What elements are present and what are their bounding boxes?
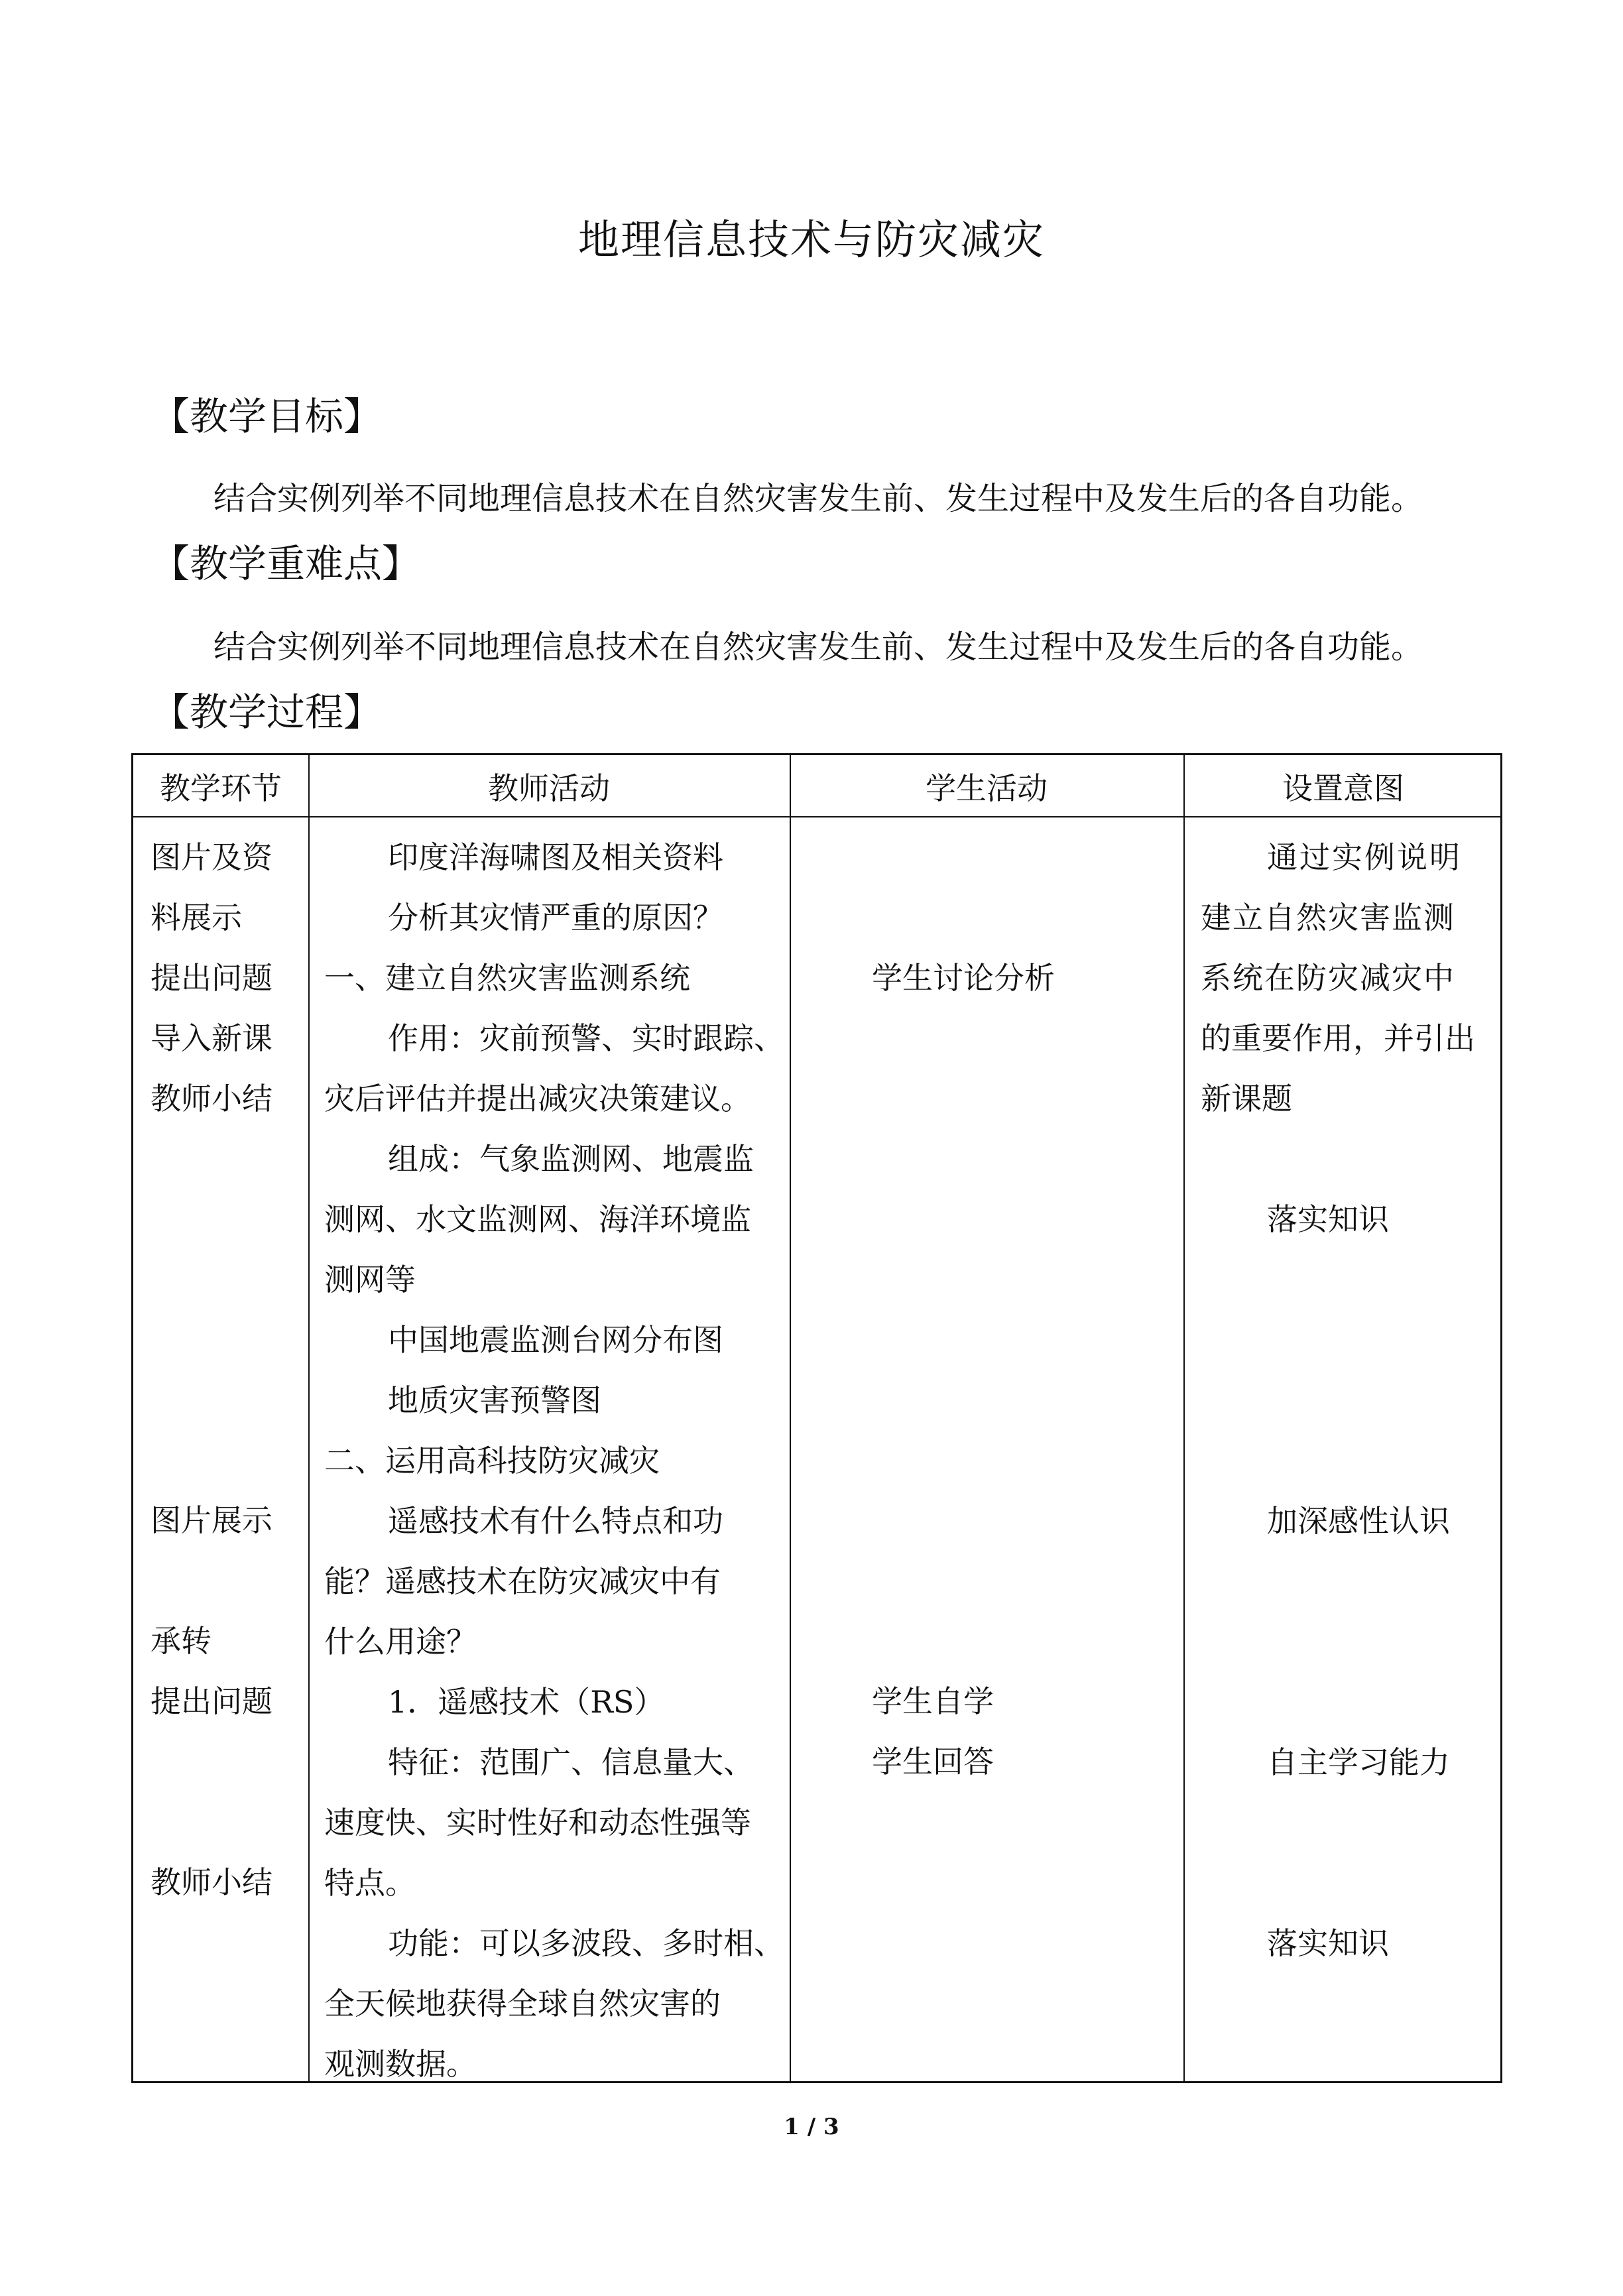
teacher-line: 二、运用高科技防灾减灾 (324, 1443, 660, 1479)
teacher-line: 速度快、实时性好和动态性强等 (324, 1805, 751, 1841)
column-divider (790, 755, 791, 2081)
teacher-line: 灾后评估并提出减灾决策建议。 (324, 1081, 751, 1117)
teacher-line: 测网等 (324, 1262, 416, 1298)
purpose-line: 自主学习能力 (1267, 1744, 1450, 1780)
stage-line: 承转 (150, 1623, 211, 1659)
teacher-line: 什么用途？ (324, 1624, 477, 1660)
key-points-text: 结合实例列举不同地理信息技术在自然灾害发生前、发生过程中及发生后的各自功能。 (213, 629, 1423, 666)
teacher-line: 1．遥感技术（RS） (388, 1684, 665, 1720)
student-line: 学生自学 (872, 1683, 994, 1719)
student-line: 学生回答 (872, 1744, 994, 1780)
header-student-activity: 学生活动 (926, 770, 1048, 806)
teacher-line: 能？遥感技术在防灾减灾中有 (324, 1563, 721, 1599)
teacher-line: 测网、水文监测网、海洋环境监 (324, 1201, 751, 1237)
stage-line: 教师小结 (150, 1081, 272, 1117)
stage-line: 料展示 (150, 900, 242, 936)
stage-line: 提出问题 (150, 1683, 272, 1719)
teacher-line: 一、建立自然灾害监测系统 (324, 960, 690, 996)
purpose-line: 建立自然灾害监测 (1201, 900, 1455, 936)
objectives-text: 结合实例列举不同地理信息技术在自然灾害发生前、发生过程中及发生后的各自功能。 (213, 480, 1423, 517)
page-indicator: 1 / 3 (784, 2114, 839, 2140)
header-divider (133, 816, 1500, 817)
stage-line: 教师小结 (150, 1864, 272, 1900)
teacher-line: 遥感技术有什么特点和功 (388, 1503, 723, 1539)
teacher-line: 印度洋海啸图及相关资料 (388, 839, 723, 875)
column-divider (308, 755, 310, 2081)
teacher-line: 功能：可以多波段、多时相、 (388, 1925, 784, 1961)
column-divider (1183, 755, 1185, 2081)
header-stage: 教学环节 (160, 770, 282, 806)
stage-line: 提出问题 (150, 960, 272, 996)
stage-line: 图片展示 (150, 1502, 272, 1538)
objectives-heading: 【教学目标】 (151, 394, 383, 439)
teacher-line: 组成：气象监测网、地震监 (388, 1141, 754, 1177)
teaching-process-table (131, 753, 1502, 2083)
teacher-line: 中国地震监测台网分布图 (388, 1322, 723, 1358)
teacher-line: 全天候地获得全球自然灾害的 (324, 1986, 721, 2022)
page-title: 地理信息技术与防灾减灾 (577, 215, 1045, 264)
student-line: 学生讨论分析 (872, 960, 1055, 996)
teacher-line: 作用：灾前预警、实时跟踪、 (388, 1020, 784, 1056)
stage-line: 导入新课 (150, 1020, 272, 1056)
purpose-line: 的重要作用，并引出 (1201, 1020, 1475, 1056)
purpose-line: 通过实例说明 (1267, 839, 1462, 875)
teacher-line: 观测数据。 (324, 2046, 477, 2082)
teacher-line: 特征：范围广、信息量大、 (388, 1744, 754, 1780)
purpose-line: 系统在防灾减灾中 (1201, 960, 1455, 996)
header-purpose: 设置意图 (1282, 770, 1404, 806)
key-points-heading: 【教学重难点】 (151, 541, 421, 586)
purpose-line: 落实知识 (1267, 1201, 1389, 1237)
teacher-line: 特点。 (324, 1865, 416, 1901)
header-teacher-activity: 教师活动 (488, 770, 610, 806)
stage-line: 图片及资 (150, 839, 272, 875)
purpose-line: 加深感性认识 (1267, 1503, 1450, 1539)
process-heading: 【教学过程】 (151, 690, 383, 735)
teacher-line: 分析其灾情严重的原因？ (388, 900, 723, 936)
purpose-line: 落实知识 (1267, 1925, 1389, 1961)
purpose-line: 新课题 (1201, 1081, 1292, 1117)
teacher-line: 地质灾害预警图 (388, 1382, 601, 1418)
